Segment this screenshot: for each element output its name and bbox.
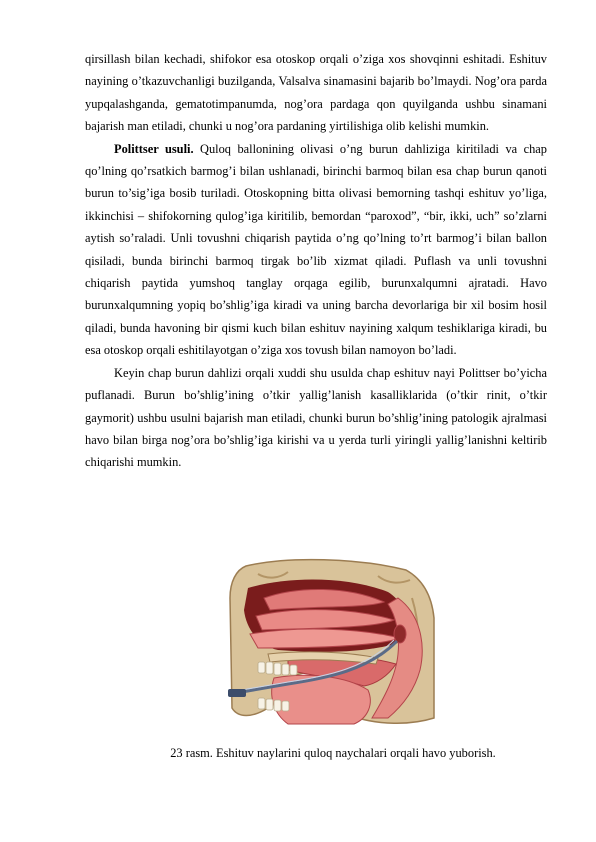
paragraph-polittser-method bbox=[85, 138, 547, 362]
paragraph-left-side bbox=[85, 362, 547, 474]
section-heading: Polittser usuli. bbox=[114, 141, 194, 156]
figure-caption: 23 rasm. Eshituv naylarini quloq naychalari orqali havo yuborish. bbox=[170, 746, 496, 760]
paragraph-continuation bbox=[85, 48, 547, 138]
paragraph-text: Keyin chap burun dahlizi orqali xuddi shu usulda chap eshituv nayi Polittser bo’yicha puflanadi. Burun bo’shlig’ining o’tkir yallig’lanish kasalliklarida (o’tkir rinit, o’tkir gaymorit) ushbu usulni bajarish man etiladi, chunki burun bo’shlig’ining patologik ajralmasi havo bilan birga nog’ora bo’shlig’iga kirishi va u yerda turli yiringli yallig’lanishni keltirib chiqarishi mumkin. bbox=[85, 365, 547, 470]
nasopharynx-illustration bbox=[228, 558, 436, 728]
catheter-handle bbox=[228, 689, 246, 697]
paragraph-text: qirsillash bilan kechadi, shifokor esa otoskop orqali o’ziga xos shovqinni eshitadi. Eshituv nayining o’tkazuvchanligi buzilganda, Valsalva sinamasini bajarib bo’lmaydi. Nog’ora parda yupqalashganda, gematotimpanumda, nog’ora pardaga qon quyilganda ushbu sinamani bajarish man etiladi, chunki u nog’ora pardaning yirtilishiga olib kelishi mumkin. bbox=[85, 52, 547, 134]
eustachian-tube-opening bbox=[394, 625, 406, 643]
body-text bbox=[85, 48, 547, 474]
paragraph-text: Quloq ballonining olivasi o’ng burun dahliziga kiritiladi va chap qo’lning qo’rsatkich barmog’i bilan ushlanadi, birinchi barmoq bilan esa chap burun qanoti burun to’sig’iga bosib turiladi. Otoskopning bitta olivasi bemorning tashqi eshituv yo’liga, ikkinchisi – shifokorning qulog’iga kiritilib, bemordan “paroxod”, “bir, ikki, uch” so’zlarni aytish so’raladi. Unli tovushni chiqarish paytida o’ng qo’lning to’rt barmog’i bilan ballon qisiladi, bunda birinchi barmoq tirgak bo’lib xizmat qiladi. Puflash va unli tovushni chiqarish paytida yumshoq tanglay orqaga egilib, burunxalqumni ajratadi. Havo burunxalqumning yopiq bo’shlig’iga kiradi va uning barcha devorlariga bir xil bosim hosil qiladi, bunda havoning bir qismi kuch bilan eshituv nayining xalqum teshiklariga kiradi, bu esa otoskop orqali eshitilayotgan o’ziga xos tovush bilan namoyon bo’ladi. bbox=[85, 141, 548, 358]
